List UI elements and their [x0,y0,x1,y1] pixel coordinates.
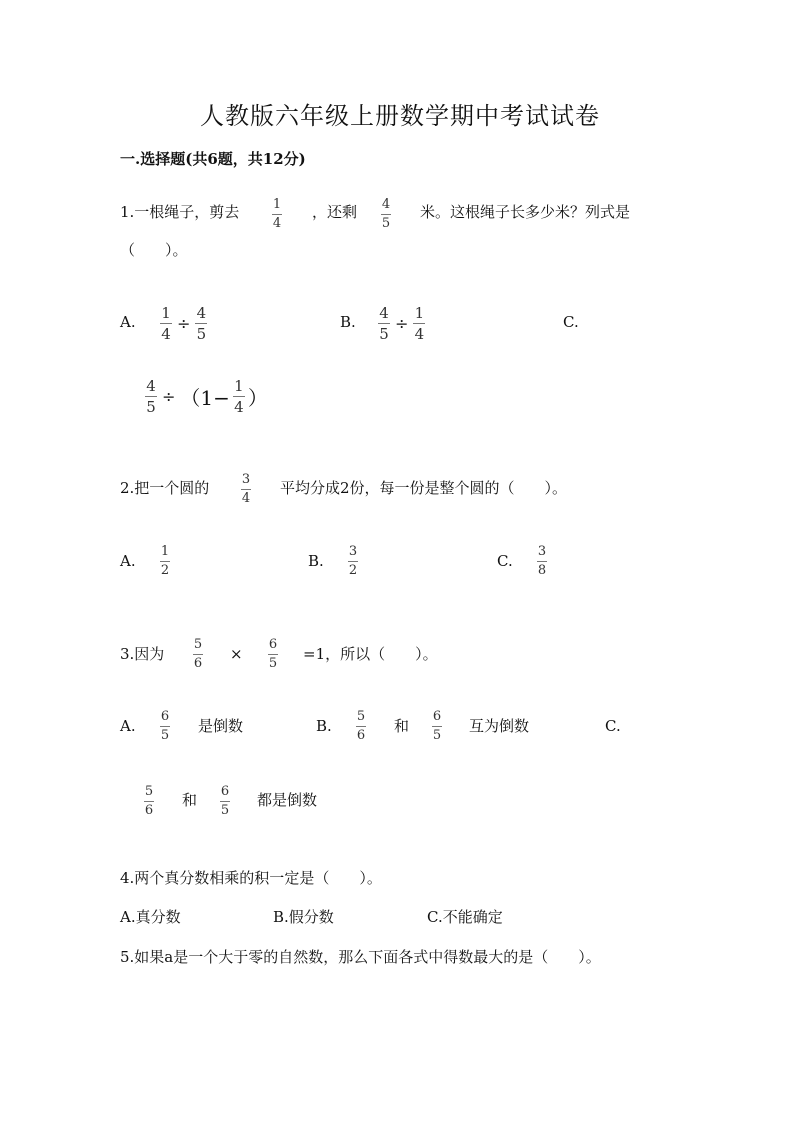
q4-option-a: A.真分数 [120,908,181,926]
q1-option-c-label: C. [563,313,579,331]
fraction: $\frac{1}{4}$ [161,304,171,343]
q3-option-b-label: B. [316,717,332,735]
q1-option-a-expr [160,305,207,342]
close-paren: ） [247,386,268,410]
q3-option-b-and: 和 [394,717,410,735]
q3-option-a-label: A. [120,717,136,735]
q2-fraction: 3 4 [241,472,251,506]
q3-option-c-label: C. [605,717,621,735]
q2-option-b-label: B. [308,552,324,570]
fraction: $\frac{4}{5}$ [379,304,389,343]
q3-option-c-text: 都是倒数 [257,791,318,809]
q3-fraction-1: 5 6 [193,637,203,671]
q2-option-b-fraction: 3 2 [348,544,358,578]
q3-option-a-text: 是倒数 [198,717,244,735]
page-title: 人教版六年级上册数学期中考试试卷 [200,102,600,130]
q3-option-b-fraction-2: 6 5 [432,709,442,743]
q2-text-1: 2.把一个圆的 [120,479,210,497]
numerator: 1 [272,197,282,212]
q3-text-2: =1，所以（ ）。 [303,645,438,663]
q3-option-c-fraction-1: 5 6 [144,784,154,818]
divide-sign: ÷ [162,387,176,406]
q1-text-3: 米。这根绳子长多少米？列式是 [420,203,631,221]
q3-text-1: 3.因为 [120,645,165,663]
q1-answer-blank: （ ）。 [120,241,188,259]
q3-option-b-text: 互为倒数 [469,717,530,735]
section-heading: 一.选择题(共6题，共12分) [120,150,306,168]
q4-text: 4.两个真分数相乘的积一定是（ ）。 [120,869,382,887]
multiply-sign: × [230,645,243,663]
q1-option-b-expr [378,305,425,342]
q3-option-c-and: 和 [182,791,198,809]
open-paren-one-minus: （1− [180,386,230,410]
fraction: $\frac{1}{4}$ [234,377,244,416]
q1-option-b-label: B. [340,313,356,331]
q2-option-a-label: A. [120,552,136,570]
q4-option-b: B.假分数 [273,908,334,926]
q1-option-a-label: A. [120,313,136,331]
fraction: $\frac{1}{4}$ [414,304,425,343]
q1-fraction-2 [381,198,391,231]
q2-option-c-label: C. [497,552,513,570]
q1-fraction-1 [272,198,282,231]
q4-option-c: C.不能确定 [427,908,503,926]
q5-text: 5.如果a是一个大于零的自然数，那么下面各式中得数最大的是（ ）。 [120,948,601,966]
divide-sign: ÷ [177,314,191,333]
fraction: $\frac{4}{5}$ [196,304,207,343]
q3-option-b-fraction-1: 5 6 [356,709,366,743]
denominator: 5 [381,216,391,231]
q2-option-c-fraction: 3 8 [537,544,547,578]
q1-option-c-expr [145,378,268,415]
denominator: 4 [272,216,282,231]
q1-text-1: 1.一根绳子，剪去 [120,203,240,221]
q2-text-2: 平均分成2份，每一份是整个圆的（ ）。 [280,479,568,497]
divide-sign: ÷ [395,314,409,333]
q1-text-2: ，还剩 [312,203,358,221]
q3-option-a-fraction: 6 5 [160,709,170,743]
q2-option-a-fraction: 1 2 [160,544,170,578]
q3-option-c-fraction-2: 6 5 [220,784,230,818]
fraction: $\frac{4}{5}$ [146,377,156,416]
numerator: 4 [381,197,391,212]
q3-fraction-2: 6 5 [268,637,278,671]
